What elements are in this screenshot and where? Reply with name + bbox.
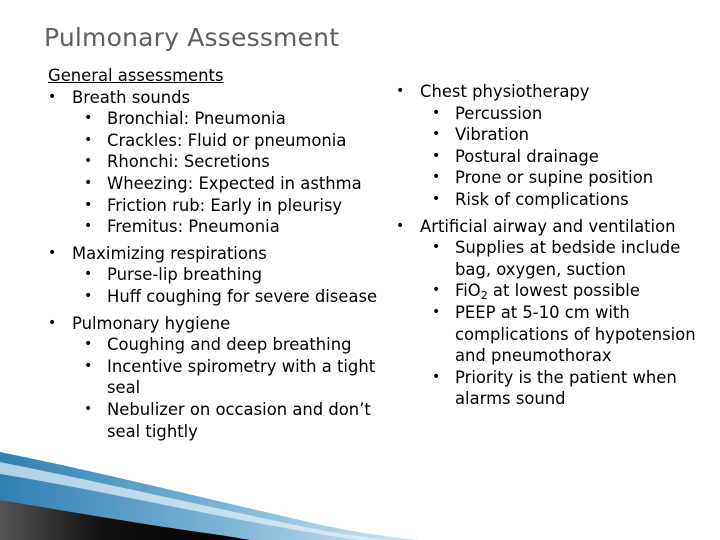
sub-bullet-item xyxy=(48,264,398,286)
bullet-item xyxy=(396,81,716,103)
sub-bullet-text: Vibration xyxy=(455,125,529,145)
bullet-item xyxy=(48,313,398,335)
sub-bullet-item xyxy=(396,237,716,280)
bullet-dot: • xyxy=(84,174,93,191)
bullet-label: Pulmonary hygiene xyxy=(72,313,231,333)
bullet-dot: • xyxy=(84,400,93,417)
bullet-dot: • xyxy=(84,131,93,148)
sub-bullet-item xyxy=(48,195,398,217)
right-column xyxy=(396,81,716,410)
section-heading: General assessments xyxy=(48,66,224,85)
bullet-dot: • xyxy=(84,110,93,127)
bullet-dot: • xyxy=(84,218,93,235)
bullet-dot: • xyxy=(48,244,57,261)
sub-bullet-item xyxy=(48,173,398,195)
sub-bullet-text: Friction rub: Early in pleurisy xyxy=(107,195,343,215)
sub-bullet-text: Huff coughing for severe disease xyxy=(107,286,378,306)
sub-bullet-item xyxy=(396,103,716,125)
sub-bullet-text: Crackles: Fluid or pneumonia xyxy=(107,130,347,150)
sub-bullet-item xyxy=(48,334,398,356)
bullet-dot: • xyxy=(48,88,57,105)
blue-wave-band xyxy=(0,452,420,540)
sub-bullet-text: Risk of complications xyxy=(455,189,629,209)
slide-title: Pulmonary Assessment xyxy=(44,23,340,52)
bullet-dot: • xyxy=(84,266,93,283)
bullet-item xyxy=(48,243,398,265)
sub-bullet-item xyxy=(48,130,398,152)
sub-bullet-text: Priority is the patient when alarms sound xyxy=(455,367,677,409)
sub-bullet-item xyxy=(396,146,716,168)
sub-bullet-text: Nebulizer on occasion and don’t seal tightly xyxy=(107,399,371,441)
bullet-dot: • xyxy=(84,357,93,374)
sub-bullet-text: Purse-lip breathing xyxy=(107,265,263,285)
sub-bullet-text: Percussion xyxy=(455,103,543,123)
sub-bullet-text: Postural drainage xyxy=(455,146,599,166)
bullet-dot: • xyxy=(84,153,93,170)
sub-bullet-item xyxy=(396,367,716,410)
bullet-dot: • xyxy=(432,104,441,121)
sub-bullet-text: FiO$_2$ at lowest possible xyxy=(455,281,640,303)
sub-bullet-item xyxy=(396,280,716,302)
bullet-dot: • xyxy=(432,190,441,207)
bullet-label: Breath sounds xyxy=(72,87,191,107)
sub-bullet-text: Wheezing: Expected in asthma xyxy=(107,173,362,193)
sub-bullet-item xyxy=(48,399,398,442)
bullet-dot: • xyxy=(432,147,441,164)
bullet-dot: • xyxy=(396,83,405,99)
sub-bullet-item xyxy=(48,286,398,308)
sub-bullet-item xyxy=(48,151,398,173)
sub-bullet-text: Fremitus: Pneumonia xyxy=(107,217,280,237)
sub-bullet-text: PEEP at 5-10 cm with complications of hypotension and pneumothorax xyxy=(455,302,696,366)
sub-bullet-text: Coughing and deep breathing xyxy=(107,335,352,355)
bullet-dot: • xyxy=(432,169,441,186)
sub-bullet-text: Rhonchi: Secretions xyxy=(107,152,270,172)
right-bullet-list xyxy=(396,81,716,410)
bullet-dot: • xyxy=(432,239,441,256)
bullet-dot: • xyxy=(84,196,93,213)
sub-bullet-text: Incentive spirometry with a tight seal xyxy=(107,356,376,398)
bullet-dot: • xyxy=(432,282,441,299)
bullet-dot: • xyxy=(432,126,441,143)
sub-bullet-item xyxy=(396,302,716,367)
bullet-dot: • xyxy=(84,336,93,353)
left-column xyxy=(48,65,398,442)
bullet-dot: • xyxy=(432,303,441,320)
bullet-dot: • xyxy=(84,287,93,304)
light-stripe xyxy=(0,462,390,540)
sub-bullet-item xyxy=(396,124,716,146)
sub-bullet-text: Bronchial: Pneumonia xyxy=(107,109,286,129)
bullet-label: Artificial airway and ventilation xyxy=(420,216,676,236)
dark-wave-band xyxy=(0,500,250,540)
bullet-label: Maximizing respirations xyxy=(72,243,267,263)
sub-bullet-text: Supplies at bedside include bag, oxygen, suction xyxy=(455,238,681,279)
sub-bullet-item xyxy=(396,189,716,211)
bullet-item xyxy=(396,216,716,238)
sub-bullet-item xyxy=(48,108,398,130)
sub-bullet-text: Prone or supine position xyxy=(455,168,654,188)
bullet-item xyxy=(48,87,398,109)
bullet-dot: • xyxy=(396,217,405,234)
bullet-dot: • xyxy=(48,314,57,331)
sub-bullet-item xyxy=(48,216,398,238)
sub-bullet-item xyxy=(48,356,398,399)
bullet-dot: • xyxy=(432,368,441,385)
left-bullet-list xyxy=(48,87,398,443)
sub-bullet-item xyxy=(396,167,716,189)
bullet-label: Chest physiotherapy xyxy=(420,82,590,101)
